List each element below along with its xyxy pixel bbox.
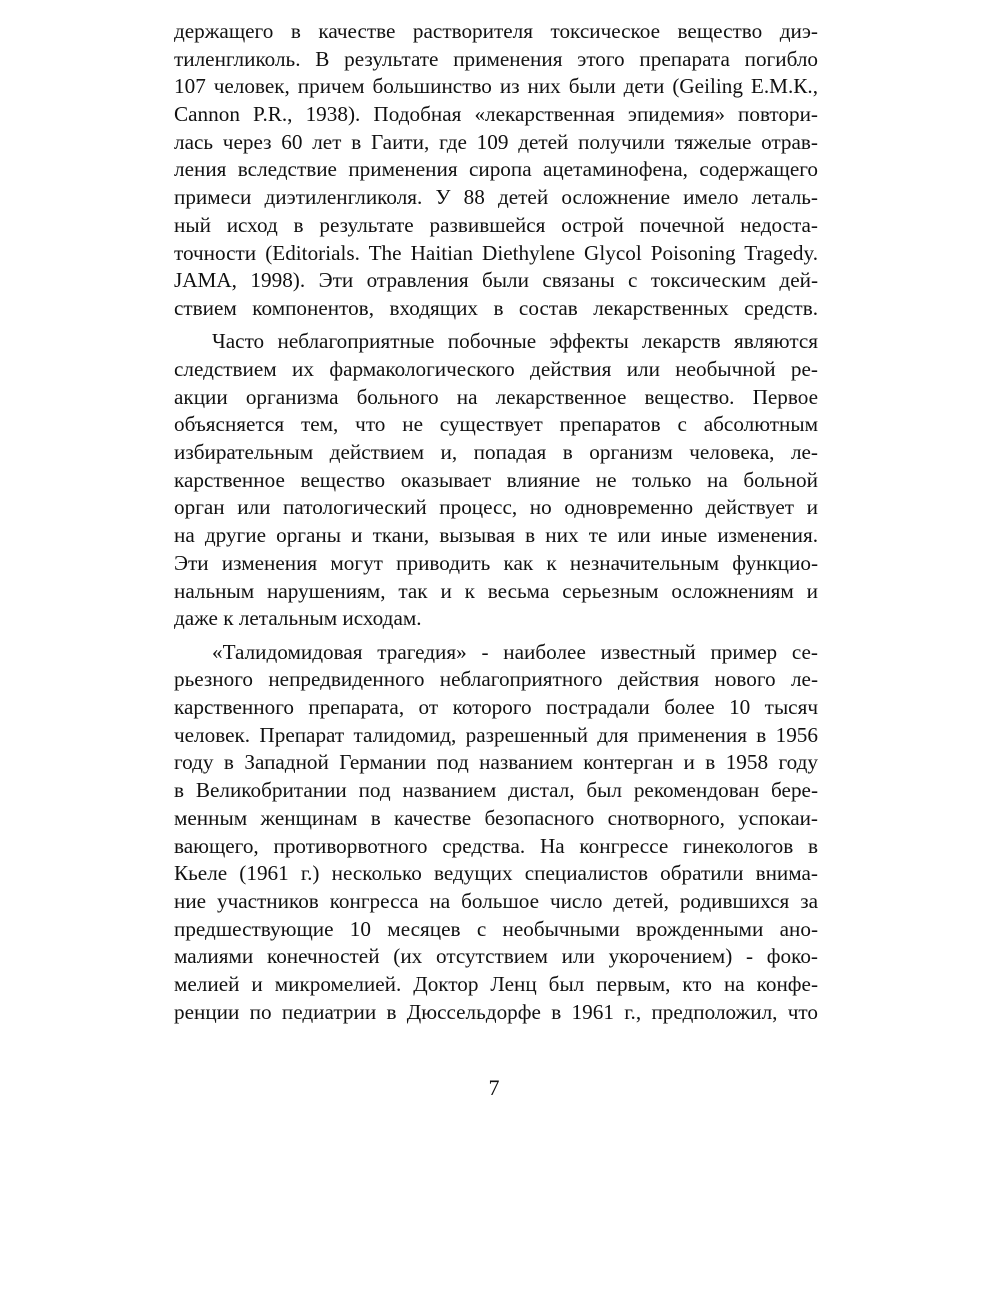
text-line: Эти изменения могут приводить как к незначительным функцио- bbox=[174, 550, 818, 575]
text-line: объясняется тем, что не существует препаратов с абсолютным bbox=[174, 412, 818, 437]
text-line: 107 человек, причем большинство из них были дети (Geiling Е.М.К., bbox=[174, 74, 818, 99]
text-line: следствием их фармакологического действия или необычной ре- bbox=[174, 357, 818, 382]
paragraph bbox=[174, 18, 818, 323]
text-line: ренции по педиатрии в Дюссельдорфе в 1961 г., предположил, что bbox=[174, 999, 818, 1024]
text-line: JAMA, 1998). Эти отравления были связаны с токсическим дей- bbox=[174, 268, 818, 293]
text-line: «Талидомидовая трагедия» - наиболее известный пример се- bbox=[212, 639, 818, 664]
text-line: даже к летальным исходам. bbox=[174, 606, 422, 631]
text-line: ления вследствие применения сиропа ацетаминофена, содержащего bbox=[174, 157, 818, 182]
text-line: карственного препарата, от которого пострадали более 10 тысяч bbox=[174, 695, 818, 720]
text-line: на другие органы и ткани, вызывая в них те или иные изменения. bbox=[174, 523, 818, 548]
text-line: ный исход в результате развившейся острой почечной недоста- bbox=[174, 212, 818, 237]
text-line: малиями конечностей (их отсутствием или укорочением) - фоко- bbox=[174, 944, 818, 969]
text-line: держащего в качестве растворителя токсическое вещество диэ- bbox=[174, 19, 818, 43]
page-number: 7 bbox=[488, 1075, 500, 1100]
text-line: нальным нарушениям, так и к весьма серьезным осложнениям и bbox=[174, 578, 818, 603]
text-line: человек. Препарат талидомид, разрешенный для применения в 1956 bbox=[174, 722, 818, 747]
text-line: Кьеле (1961 г.) несколько ведущих специалистов обратили внима- bbox=[174, 861, 818, 886]
text-line: лась через 60 лет в Гаити, где 109 детей получили тяжелые отрав- bbox=[174, 129, 818, 154]
text-line: мелией и микромелией. Доктор Ленц был первым, кто на конфе- bbox=[174, 971, 818, 996]
text-line: акции организма больного на лекарственное вещество. Первое bbox=[174, 384, 818, 409]
paragraph bbox=[174, 639, 818, 1027]
text-line: предшествующие 10 месяцев с необычными врожденными ано- bbox=[174, 916, 818, 941]
text-line: Часто неблагоприятные побочные эффекты лекарств являются bbox=[212, 329, 818, 354]
text-line: орган или патологический процесс, но одновременно действует и bbox=[174, 495, 818, 520]
text-line: Cannon P.R., 1938). Подобная «лекарственная эпидемия» повтори- bbox=[174, 102, 818, 127]
text-line: рьезного непредвиденного неблагоприятного действия нового ле- bbox=[174, 667, 818, 692]
text-line: году в Западной Германии под названием контерган и в 1958 году bbox=[174, 750, 818, 775]
text-line: тиленгликоль. В результате применения этого препарата погибло bbox=[174, 46, 818, 71]
text-line: избирательным действием и, попадая в организм человека, ле- bbox=[174, 440, 818, 465]
text-line: примеси диэтиленгликоля. У 88 детей осложнение имело леталь- bbox=[174, 185, 818, 210]
text-line: менным женщинам в качестве безопасного снотворного, успокаи- bbox=[174, 805, 818, 830]
text-line: в Великобритании под названием дистал, был рекомендован бере- bbox=[174, 778, 818, 803]
text-line: точности (Editorials. The Haitian Diethylene Glycol Poisoning Tragedy. bbox=[174, 240, 818, 265]
text-line: ние участников конгресса на большое число детей, родившихся за bbox=[174, 888, 818, 913]
body-text bbox=[174, 18, 818, 1026]
text-line: карственное вещество оказывает влияние не только на больной bbox=[174, 467, 818, 492]
text-line: вающего, противорвотного средства. На конгрессе гинекологов в bbox=[174, 833, 818, 858]
paragraph bbox=[174, 328, 818, 633]
text-line: ствием компонентов, входящих в состав лекарственных средств. bbox=[174, 295, 818, 320]
